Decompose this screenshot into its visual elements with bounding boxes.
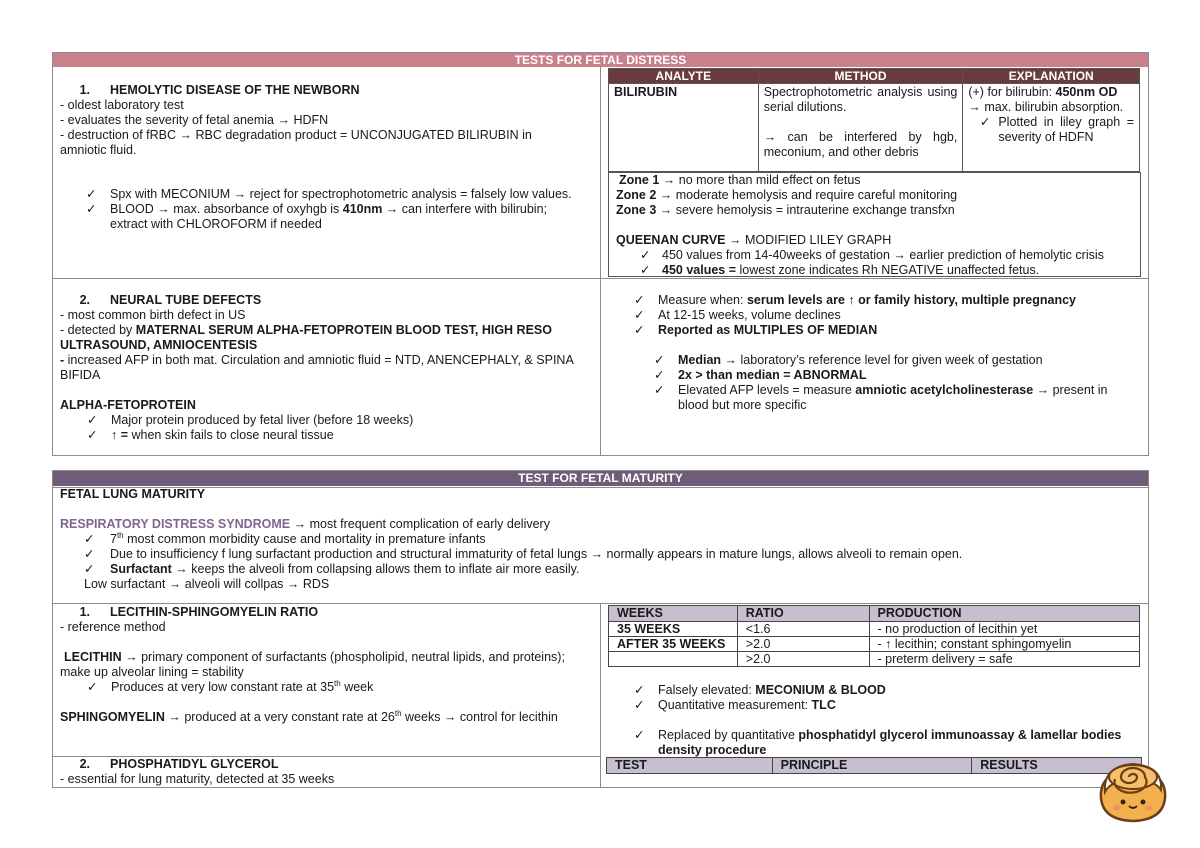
check-icon: ✓ — [640, 263, 651, 277]
ratio-cell: >2.0 — [737, 652, 869, 667]
hdn-block — [60, 83, 595, 158]
check-item: ✓ Quantitative measurement: TLC — [634, 698, 836, 712]
check-item: ✓ Spx with MECONIUM → reject for spectrophotometric analysis = falsely low values. — [86, 187, 572, 201]
pg-title: 2. PHOSPHATIDYL GLYCEROL — [79, 757, 279, 771]
pg-line: - essential for lung maturity, detected at 35 weeks — [60, 772, 335, 786]
zone-line: Zone 1 → no more than mild effect on fetus — [619, 173, 861, 187]
table-row — [609, 622, 1140, 637]
ntd-block — [60, 293, 595, 443]
zones-block — [616, 173, 1140, 278]
ntd-line: - detected by MATERNAL SERUM ALPHA-FETOPROTEIN BLOOD TEST, HIGH RESO — [60, 323, 552, 337]
ratio-cell: <1.6 — [737, 622, 869, 637]
pg-block — [60, 757, 598, 787]
col-analyte: ANALYTE — [609, 69, 759, 84]
analyte-table — [608, 68, 1140, 172]
queenan-line: QUEENAN CURVE → MODIFIED LILEY GRAPH — [616, 233, 892, 247]
check-icon: ✓ — [634, 323, 645, 337]
col-principle: PRINCIPLE — [772, 758, 972, 774]
ls-line: LECITHIN → primary component of surfactants (phospholipid, neutral lipids, and proteins); — [64, 650, 565, 664]
check-item: ✓ Reported as MULTIPLES OF MEDIAN — [634, 323, 878, 337]
ls-line: - reference method — [60, 620, 166, 634]
check-icon: ✓ — [87, 680, 98, 694]
rds-line: RESPIRATORY DISTRESS SYNDROME → most frequent complication of early delivery — [60, 517, 550, 531]
check-item: ✓ Falsely elevated: MECONIUM & BLOOD — [634, 683, 886, 697]
table-row — [609, 652, 1140, 667]
weeks-cell — [609, 652, 738, 667]
col-method: METHOD — [758, 69, 963, 84]
fetal-distress-header: TESTS FOR FETAL DISTRESS — [53, 53, 1148, 67]
check-item: ✓ ↑ = when skin fails to close neural tissue — [87, 428, 334, 442]
check-icon: ✓ — [634, 698, 645, 712]
check-item: ✓ Major protein produced by fetal liver (before 18 weeks) — [87, 413, 414, 427]
check-icon: ✓ — [84, 562, 95, 576]
col-weeks: WEEKS — [609, 606, 738, 622]
ntd-line: - most common birth defect in US — [60, 308, 246, 322]
cinnamon-roll-sticker — [1095, 758, 1171, 826]
col-production: PRODUCTION — [869, 606, 1139, 622]
check-item: ✓ 2x > than median = ABNORMAL — [654, 368, 867, 382]
ls-line: SPHINGOMYELIN → produced at a very constant rate at 26th weeks → control for lecithin — [60, 708, 558, 724]
fetal-maturity-header: TEST FOR FETAL MATURITY — [53, 471, 1148, 486]
ls-title: 1. LECITHIN-SPHINGOMYELIN RATIO — [79, 605, 319, 619]
check-item: ✓ Surfactant → keeps the alveoli from collapsing allows them to inflate air more easily. — [84, 562, 580, 576]
section1-divider — [600, 67, 601, 456]
check-item-cont: density procedure — [658, 743, 767, 757]
ntd-line: BIFIDA — [60, 368, 101, 382]
weeks-cell: 35 WEEKS — [609, 622, 738, 637]
check-icon: ✓ — [634, 293, 645, 307]
check-icon: ✓ — [84, 532, 95, 546]
check-item: ✓ At 12-15 weeks, volume declines — [634, 308, 841, 322]
check-icon: ✓ — [86, 187, 97, 201]
hdn-line: - destruction of fRBC → RBC degradation product = UNCONJUGATED BILIRUBIN in — [60, 128, 532, 142]
section1-row-divider — [53, 278, 1148, 279]
col-explanation: EXPLANATION — [963, 69, 1140, 84]
check-item: ✓ 450 values = lowest zone indicates Rh NEGATIVE unaffected fetus. — [640, 263, 1040, 277]
col-ratio: RATIO — [737, 606, 869, 622]
table-row — [609, 637, 1140, 652]
check-item: ✓ 450 values from 14-40weeks of gestation → earlier prediction of hemolytic crisis — [640, 248, 1104, 262]
flm-title: FETAL LUNG MATURITY — [60, 487, 206, 501]
check-icon: ✓ — [634, 683, 645, 697]
check-icon: ✓ — [634, 308, 645, 322]
hdn-checks — [86, 187, 596, 232]
check-icon: ✓ — [640, 248, 651, 262]
check-icon: ✓ — [87, 413, 98, 427]
hdn-line: - oldest laboratory test — [60, 98, 184, 112]
col-results: RESULTS — [972, 758, 1142, 774]
ntd-title: 2. NEURAL TUBE DEFECTS — [79, 293, 262, 307]
check-icon: ✓ — [654, 353, 665, 367]
weeks-cell: AFTER 35 WEEKS — [609, 637, 738, 652]
ls-line: make up alveolar lining = stability — [60, 665, 244, 679]
hdn-line: - evaluates the severity of fetal anemia → HDFN — [60, 113, 329, 127]
check-item-cont: extract with CHLOROFORM if needed — [110, 217, 322, 231]
zone-line: Zone 2 → moderate hemolysis and require careful monitoring — [616, 188, 958, 202]
explanation-cell: (+) for bilirubin: 450nm OD → max. bilirubin absorption. ✓ Plotted in liley graph = severity of HDFN — [963, 84, 1140, 172]
ls-block — [60, 605, 598, 725]
production-cell: - ↑ lecithin; constant sphingomyelin — [869, 637, 1139, 652]
production-cell: - preterm delivery = safe — [869, 652, 1139, 667]
check-icon: ✓ — [84, 547, 95, 561]
col-test: TEST — [607, 758, 773, 774]
flm-block — [60, 487, 1145, 592]
check-item-cont: blood but more specific — [678, 398, 807, 412]
check-item: ✓ Measure when: serum levels are ↑ or family history, multiple pregnancy — [634, 293, 1076, 307]
check-icon: ✓ — [979, 115, 991, 129]
check-icon: ✓ — [634, 728, 645, 742]
check-icon: ✓ — [654, 383, 665, 397]
check-item: ✓ Replaced by quantitative phosphatidyl glycerol immunoassay & lamellar bodies — [634, 728, 1122, 742]
ntd-right-block — [634, 293, 1144, 413]
hdn-title: 1. HEMOLYTIC DISEASE OF THE NEWBORN — [79, 83, 360, 97]
check-item: ✓ Due to insufficiency f lung surfactant production and structural immaturity of fetal lungs → normally appears in mature lungs, allows alveoli to remain open. — [84, 547, 963, 561]
zone-line: Zone 3 → severe hemolysis = intrauterine exchange transfxn — [616, 203, 955, 217]
test-principle-table — [606, 757, 1142, 774]
hdn-line: amniotic fluid. — [60, 143, 137, 157]
production-cell: - no production of lecithin yet — [869, 622, 1139, 637]
ls-right-block — [634, 683, 1144, 758]
check-icon: ✓ — [86, 202, 97, 216]
check-item: ✓ Elevated AFP levels = measure amniotic acetylcholinesterase → present in — [654, 383, 1108, 397]
check-item: ✓ BLOOD → max. absorbance of oxyhgb is 410nm → can interfere with bilirubin; — [86, 202, 548, 216]
ls-ratio-table — [608, 605, 1140, 667]
ntd-line: - increased AFP in both mat. Circulation and amniotic fluid = NTD, ANENCEPHALY, & SPINA — [60, 353, 574, 367]
check-item: ✓ Produces at very low constant rate at 35th week — [87, 678, 374, 694]
check-item: ✓ Median → laboratory’s reference level for given week of gestation — [654, 353, 1043, 367]
analyte-cell: BILIRUBIN — [609, 84, 759, 172]
method-cell: Spectrophotometric analysis using serial dilutions. → can be interfered by hgb, meconium, and other debris — [758, 84, 963, 172]
check-item: ✓ 7th most common morbidity cause and mortality in premature infants — [84, 530, 486, 546]
afp-title: ALPHA-FETOPROTEIN — [60, 398, 196, 412]
section2-divider — [600, 603, 601, 788]
rds-line: Low surfactant → alveoli will collpas → RDS — [84, 577, 330, 591]
check-icon: ✓ — [87, 428, 98, 442]
ntd-line: ULTRASOUND, AMNIOCENTESIS — [60, 338, 258, 352]
ratio-cell: >2.0 — [737, 637, 869, 652]
check-icon: ✓ — [654, 368, 665, 382]
